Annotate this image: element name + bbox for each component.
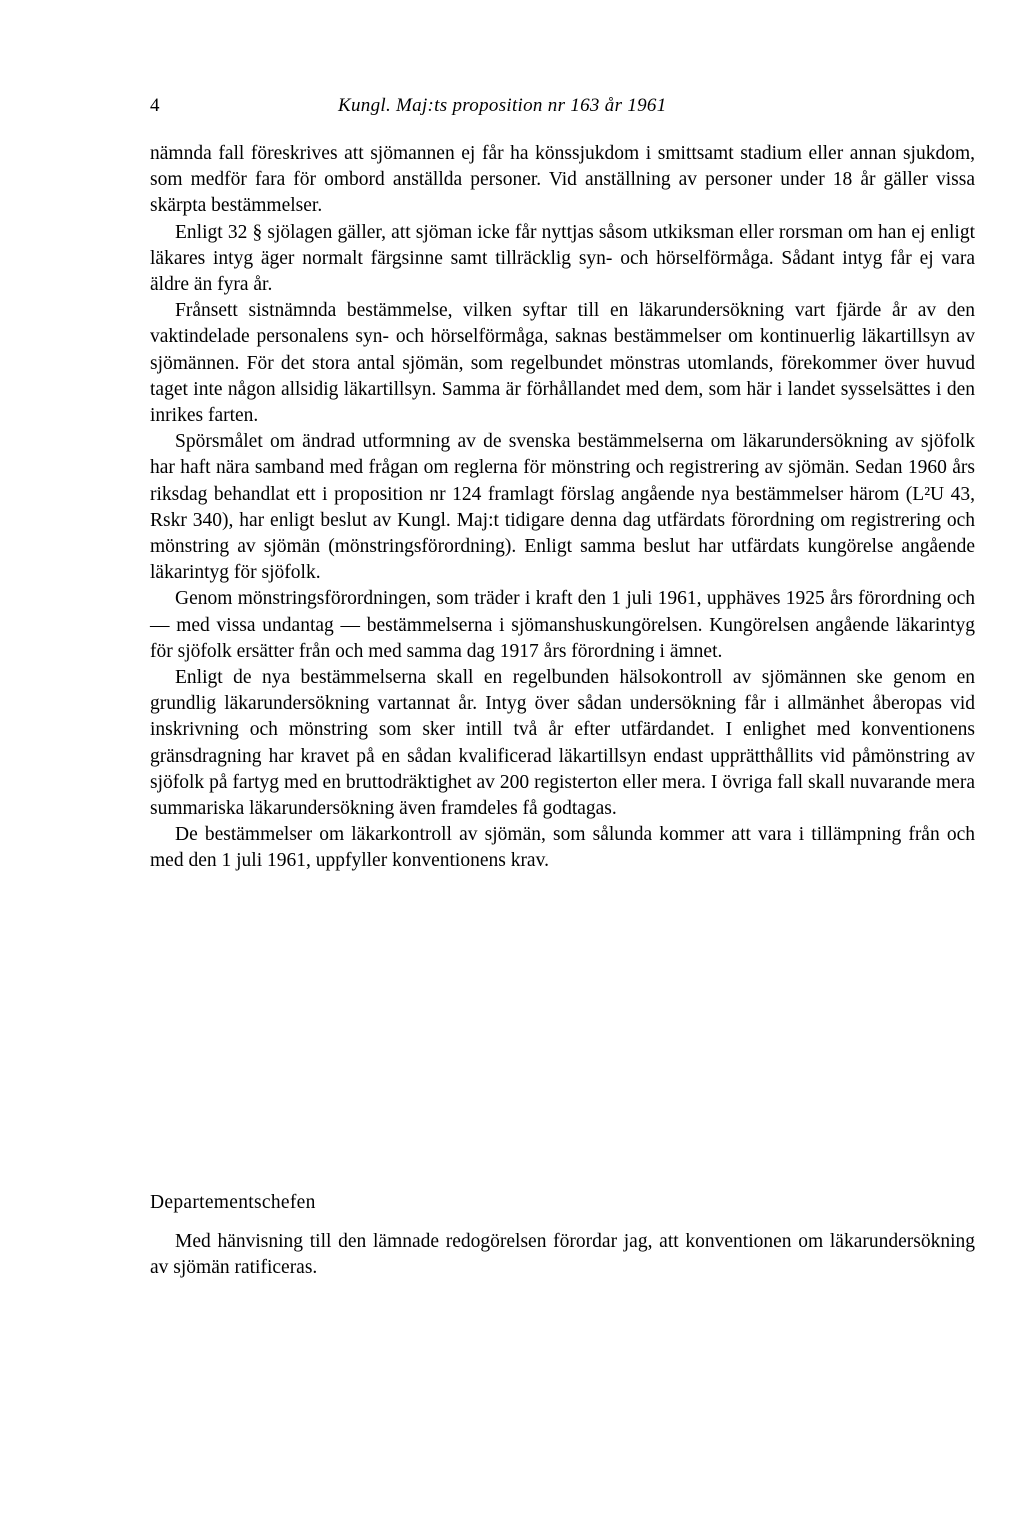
paragraph: Frånsett sistnämnda bestämmelse, vilken syftar till en läkarundersökning vart fjärde år av den vaktindelade personalens syn- och hörselförmåga, saknas bestämmelser om kontinuerlig läkartillsyn av sjömännen. För det stora antal sjömän, som regelbundet mönstras utomlands, förekommer över huvud taget inte någon allsidig läkartillsyn. Samma är förhållandet med dem, som här i landet sysselsättes i den inrikes farten. [150,300,975,427]
paragraph: Med hänvisning till den lämnade redogörelsen förordar jag, att konventionen om läkarundersökning av sjömän ratificeras. [150,1231,975,1279]
body-text [150,141,975,875]
paragraph: nämnda fall föreskrives att sjömannen ej får ha könssjukdom i smittsamt stadium eller annan sjukdom, som medför fara för ombord anställda personer. Vid anställning av personer under 18 år gäller vissa skärpta bestämmelser. [150,143,975,217]
paragraph: Spörsmålet om ändrad utformning av de svenska bestämmelserna om läkarundersökning av sjöfolk har haft nära samband med frågan om reglerna för mönstring och registrering av sjömän. Sedan 1960 års riksdag behandlat ett i proposition nr 124 framlagt förslag angående nya bestämmelser härom (L²U 43, Rskr 340), har enligt beslut av Kungl. Maj:t tidigare denna dag utfärdats förordning om registrering och mönstring av sjömän (mönstringsförordning). Enligt samma beslut har utfärdats kungörelse angående läkarintyg för sjöfolk. [150,431,975,584]
section-heading: Departementschefen [150,1192,316,1213]
page-number: 4 [150,95,160,116]
paragraph: Genom mönstringsförordningen, som träder i kraft den 1 juli 1961, upphäves 1925 års förordning och — med vissa undantag — bestämmelserna i sjömanshuskungörelsen. Kungörelsen angående läkarintyg för sjöfolk ersätter från och med samma dag 1917 års förordning i ämnet. [150,588,975,662]
paragraph: De bestämmelser om läkarkontroll av sjömän, som sålunda kommer att vara i tillämpning från och med den 1 juli 1961, uppfyller konventionens krav. [150,824,975,872]
page-header [150,95,790,123]
closing-text [150,1229,975,1281]
paragraph: Enligt 32 § sjölagen gäller, att sjöman icke får nyttjas såsom utkiksman eller rorsman om han ej enligt läkares intyg äger normalt färgsinne samt tillräcklig syn- och hörselförmåga. Sådant intyg får ej vara äldre än fyra år. [150,221,975,296]
running-title: Kungl. Maj:ts proposition nr 163 år 1961 [338,95,667,116]
paragraph: Enligt de nya bestämmelserna skall en regelbunden hälsokontroll av sjömännen ske genom en grundlig läkarundersökning vartannat år. Intyg över sådan undersökning får i allmänhet åberopas vid inskrivning och mönstring som sker intill två år efter utfärdandet. I enlighet med konventionens gränsdragning har kravet på en sådan kvalificerad läkartillsyn endast upprätthållits vid påmönstring av sjöfolk på fartyg med en bruttodräktighet av 200 registerton eller mera. I övriga fall skall nuvarande mera summariska läkarundersökning även framdeles få godtagas. [150,667,975,820]
